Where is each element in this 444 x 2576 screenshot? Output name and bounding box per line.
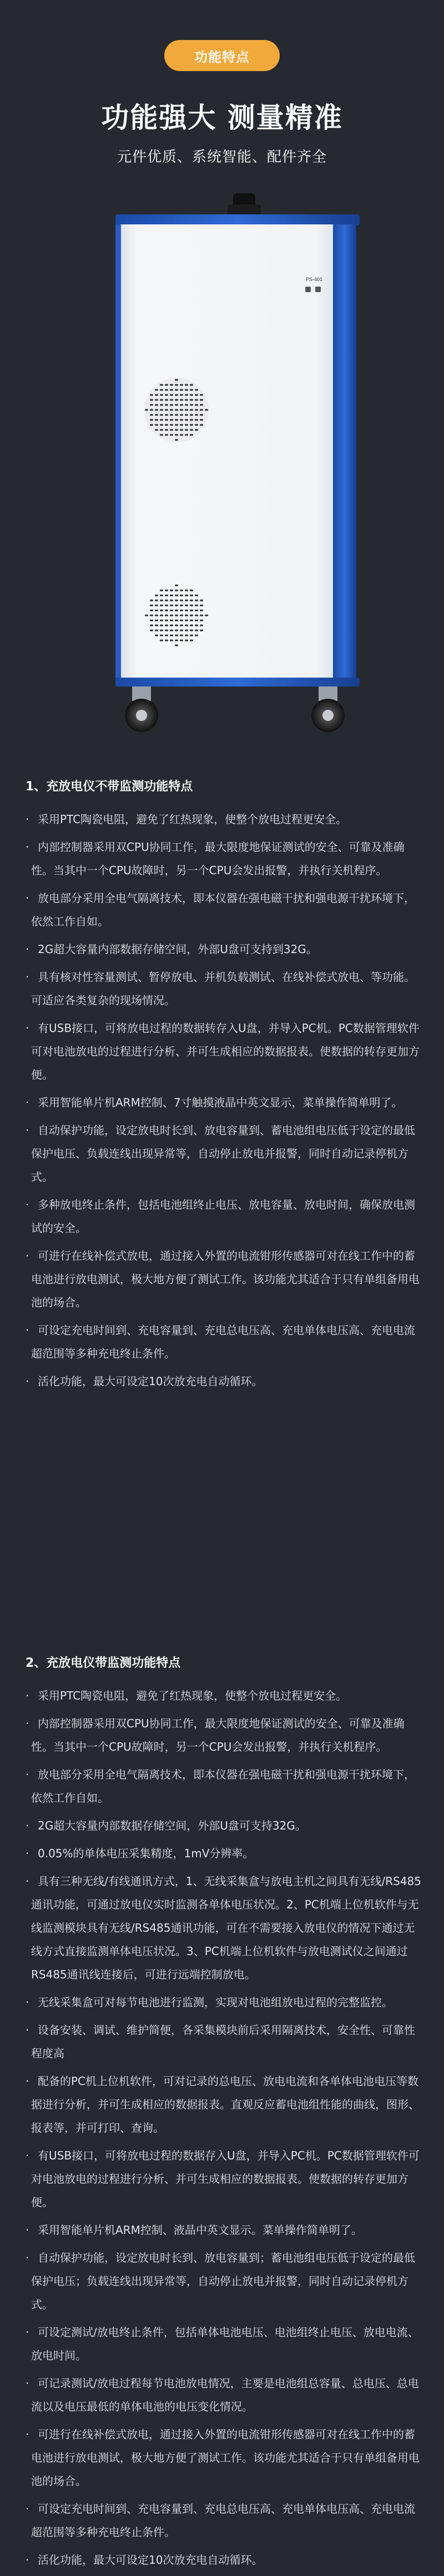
bullet-icon: · xyxy=(26,1996,29,2009)
section-with-monitoring xyxy=(26,1654,422,2576)
feature-text: 可进行在线补偿式放电，通过接入外置的电流钳形传感器可对在线工作中的蓄电池进行放电测试，极大地方便了测试工作。该功能尤其适合于只有单组备用电池的场合。 xyxy=(31,2428,420,2488)
bullet-icon: · xyxy=(26,1324,29,1337)
feature-text: 配备的PC机上位机软件，可对记录的总电压、放电电流和各单体电池电压等数据进行分析，并可生成相应的数据报表。直观反应蓄电池组性能的曲线，图形、报表等，并可打印、查询。 xyxy=(31,2074,420,2134)
page-subline: 元件优质、系统智能、配件齐全 xyxy=(117,149,327,166)
feature-text: 有USB接口，可将放电过程的数据转存入U盘，并导入PC机。PC数据管理软件可对电池放电的过程进行分析、并可生成相应的数据报表。使数据的转存更加方便。 xyxy=(31,1021,420,1081)
feature-text: 可进行在线补偿式放电，通过接入外置的电流钳形传感器可对在线工作中的蓄电池进行放电测试，极大地方便了测试工作。该功能尤其适合于只有单组备用电池的场合。 xyxy=(31,1249,420,1309)
feature-item xyxy=(26,2423,422,2493)
bullet-icon: · xyxy=(26,1249,29,1262)
feature-item xyxy=(26,1842,422,1865)
feature-item xyxy=(26,886,422,933)
feature-text: 2G超大容量内部数据存储空间，外部U盘可支持32G。 xyxy=(38,1819,306,1832)
bullet-icon: · xyxy=(26,1198,29,1211)
feature-item xyxy=(26,1870,422,1986)
feature-text: 放电部分采用全电气隔离技术，即本仪器在强电磁干扰和强电源干扰环境下，依然工作自如。 xyxy=(31,1768,415,1805)
bullet-icon: · xyxy=(26,1847,29,1860)
feature-item xyxy=(26,1119,422,1189)
feature-text: 采用PTC陶瓷电阻，避免了红热现象，使整个放电过程更安全。 xyxy=(38,813,347,826)
bullet-icon: · xyxy=(26,970,29,984)
feature-text: 内部控制器采用双CPU协同工作，最大限度地保证测试的安全、可靠及准确性。当其中一个CPU故障时，另一个CPU会发出报警，并执行关机程序。 xyxy=(31,1717,405,1753)
bullet-icon: · xyxy=(26,2502,29,2515)
battery-tester-cabinet-image xyxy=(110,193,365,738)
bullet-icon: · xyxy=(26,2251,29,2264)
feature-text: 具有核对性容量测试、暂停放电、并机负载测试、在线补偿式放电、等功能。可适应各类复杂的现场情况。 xyxy=(31,970,415,1007)
feature-item xyxy=(26,2497,422,2544)
bullet-icon: · xyxy=(26,1689,29,1702)
feature-list xyxy=(26,1684,422,2572)
feature-item xyxy=(26,1763,422,1810)
feature-item xyxy=(26,1712,422,1758)
feature-item xyxy=(26,965,422,1012)
bullet-icon: · xyxy=(26,1124,29,1137)
bullet-icon: · xyxy=(26,1768,29,1781)
feature-item xyxy=(26,1244,422,1314)
bullet-icon: · xyxy=(26,2023,29,2037)
feature-text: 采用PTC陶瓷电阻，避免了红热现象，使整个放电过程更安全。 xyxy=(38,1689,347,1702)
feature-item xyxy=(26,2246,422,2316)
feature-item xyxy=(26,2218,422,2242)
feature-item xyxy=(26,1091,422,1114)
bullet-icon: · xyxy=(26,813,29,826)
feature-text: 活化功能，最大可设定10次放充电自动循环。 xyxy=(38,2553,263,2567)
feature-text: 自动保护功能，设定放电时长到、放电容量到、蓄电池组电压低于设定的最低保护电压、负载连线出现异常等，自动停止放电并报警，同时自动记录停机方式。 xyxy=(31,1124,415,1184)
bullet-icon: · xyxy=(26,891,29,905)
feature-text: 放电部分采用全电气隔离技术，即本仪器在强电磁干扰和强电源干扰环境下，依然工作自如。 xyxy=(31,891,415,928)
feature-item xyxy=(26,1991,422,2014)
section-title: 1、充放电仪不带监测功能特点 xyxy=(26,780,193,794)
feature-list xyxy=(26,808,422,1393)
feature-item xyxy=(26,1016,422,1086)
bullet-icon: · xyxy=(26,943,29,956)
section-title: 2、充放电仪带监测功能特点 xyxy=(26,1656,181,1670)
feature-item xyxy=(26,2069,422,2139)
feature-item xyxy=(26,2548,422,2572)
feature-text: 自动保护功能，设定放电时长到、放电容量到；蓄电池组电压低于设定的最低保护电压；负载连线出现异常等，自动停止放电并报警，同时自动记录停机方式。 xyxy=(31,2251,415,2311)
feature-item xyxy=(26,938,422,961)
feature-item xyxy=(26,1370,422,1393)
feature-item xyxy=(26,835,422,882)
bullet-icon: · xyxy=(26,2074,29,2088)
bullet-icon: · xyxy=(26,1096,29,1109)
feature-item xyxy=(26,2018,422,2065)
bullet-icon: · xyxy=(26,1875,29,1888)
feature-text: 采用智能单片机ARM控制、7寸触摸液晶中英文显示，菜单操作简单明了。 xyxy=(38,1096,403,1109)
feature-text: 活化功能，最大可设定10次放充电自动循环。 xyxy=(38,1375,263,1388)
feature-text: 采用智能单片机ARM控制、液晶中英文显示。菜单操作简单明了。 xyxy=(38,2223,362,2237)
bullet-icon: · xyxy=(26,2149,29,2162)
feature-text: 有USB接口，可将放电过程的数据存入U盘，并导入PC机。PC数据管理软件可对电池放电的过程进行分析、并可生成相应的数据报表。使数据的转存更加方便。 xyxy=(31,2149,420,2209)
bullet-icon: · xyxy=(26,2428,29,2441)
bullet-icon: · xyxy=(26,1021,29,1035)
bullet-icon: · xyxy=(26,1819,29,1832)
feature-item xyxy=(26,1193,422,1240)
feature-text: 具有三种无线/有线通讯方式，1、无线采集盒与放电主机之间具有无线/RS485通讯功能，可通过放电仪实时监测各单体电压状况。2、PC机端上位机软件与无线监测模块具有无线/RS485通讯功能，可在不需要接入放电仪的情况下通过无线方式直接监测单体电压状况。3、PC机端上位机软件与放电测试仪之间通过RS485通讯线连接后，可进行远端控制放电。 xyxy=(31,1875,421,1981)
feature-text: 2G超大容量内部数据存储空间，外部U盘可支持到32G。 xyxy=(38,943,317,956)
feature-item xyxy=(26,1814,422,1837)
bullet-icon: · xyxy=(26,1717,29,1730)
feature-item xyxy=(26,2321,422,2367)
feature-text: 内部控制器采用双CPU协同工作，最大限度地保证测试的安全、可靠及准确性。当其中一个CPU故障时，另一个CPU会发出报警，并执行关机程序。 xyxy=(31,840,405,877)
feature-text: 可设定测试/放电终止条件，包括单体电池电压、电池组终止电压、放电电流、放电时间。 xyxy=(31,2326,419,2362)
panel-label: PS-401 xyxy=(305,277,323,282)
feature-text: 多种放电终止条件，包括电池组终止电压、放电容量、放电时间，确保放电测试的安全。 xyxy=(31,1198,415,1235)
bullet-icon: · xyxy=(26,840,29,854)
bullet-icon: · xyxy=(26,2377,29,2390)
feature-text: 0.05%的单体电压采集精度，1mV分辨率。 xyxy=(38,1847,254,1860)
bullet-icon: · xyxy=(26,2223,29,2237)
feature-text: 设备安装、调试、维护简便，各采集模块前后采用隔离技术，安全性、可靠性程度高 xyxy=(31,2023,415,2060)
feature-item xyxy=(26,1684,422,1707)
bullet-icon: · xyxy=(26,2326,29,2339)
feature-item xyxy=(26,2372,422,2418)
bullet-icon: · xyxy=(26,2553,29,2567)
page-headline: 功能强大 测量精准 xyxy=(101,102,343,134)
feature-item xyxy=(26,1319,422,1365)
feature-text: 可记录测试/放电过程每节电池放电情况，主要是电池组总容量、总电压、总电流以及电压最低的单体电池的电压变化情况。 xyxy=(31,2377,419,2413)
feature-item xyxy=(26,808,422,831)
section-no-monitoring xyxy=(26,778,422,1397)
feature-badge: 功能特点 xyxy=(164,40,280,71)
bullet-icon: · xyxy=(26,1375,29,1388)
feature-text: 可设定充电时间到、充电容量到、充电总电压高、充电单体电压高、充电电流超范围等多种充电终止条件。 xyxy=(31,1324,415,1360)
feature-item xyxy=(26,2144,422,2214)
feature-text: 无线采集盒可对每节电池进行监测，实现对电池组放电过程的完整监控。 xyxy=(38,1996,393,2009)
feature-text: 可设定充电时间到、充电容量到、充电总电压高、充电单体电压高、充电电流超范围等多种充电终止条件。 xyxy=(31,2502,415,2539)
